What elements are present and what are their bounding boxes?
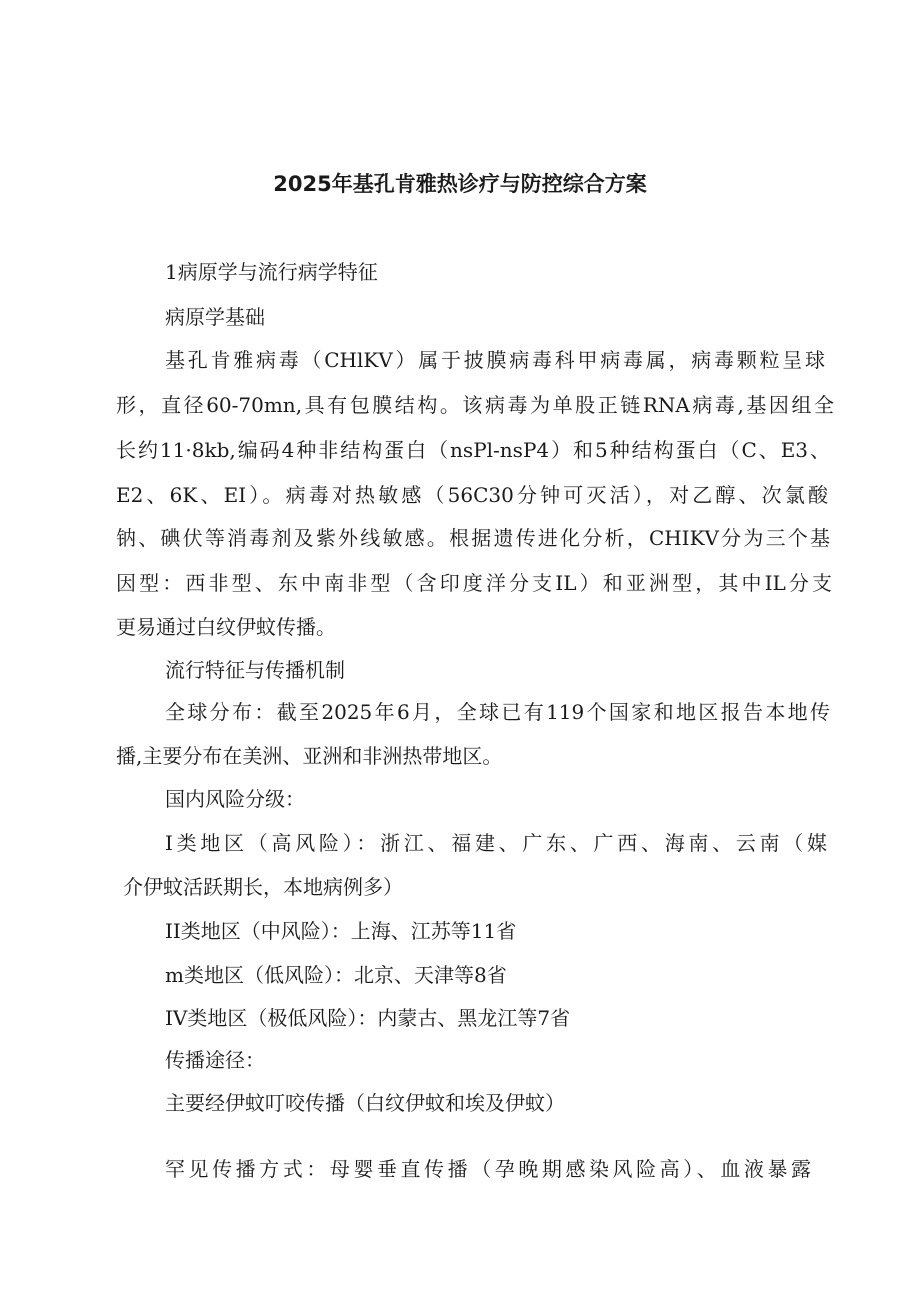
paragraph-line: 全球分布：截至2025年6月，全球已有119个国家和地区报告本地传 [165,700,830,724]
paragraph-line: 国内风险分级： [165,787,305,811]
paragraph-line: 传播途径： [165,1048,265,1072]
subsection-heading: 流行特征与传播机制 [165,658,345,682]
paragraph-line: 罕见传播方式：母婴垂直传播（孕晚期感染风险高）、血液暴露 [165,1157,811,1181]
paragraph-line: 因型：西非型、东中南非型（含印度洋分支IL）和亚洲型，其中IL分支 [116,571,832,595]
list-item: m类地区（低风险）：北京、天津等8省 [165,963,507,987]
section-heading: 1病原学与流行病学特征 [165,260,378,284]
subsection-heading: 病原学基础 [165,305,265,329]
paragraph-line: 钠、碘伏等消毒剂及紫外线敏感。根据遗传进化分析，CHIKV分为三个基 [116,526,830,550]
paragraph-line: E2、6K、EI）。病毒对热敏感（56C30分钟可灭活），对乙醇、次氯酸 [116,483,828,507]
paragraph-line: 主要经伊蚊叮咬传播（白纹伊蚊和埃及伊蚊） [165,1091,565,1115]
list-item: II类地区（中风险）：上海、江苏等11省 [165,919,517,943]
paragraph-line: 基孔肯雅病毒（CHlKV）属于披膜病毒科甲病毒属，病毒颗粒呈球 [165,348,825,372]
list-item: IV类地区（极低风险）：内蒙古、黑龙江等7省 [165,1006,571,1030]
paragraph-line: 形，直径60-70mn,具有包膜结构。该病毒为单股正链RNA病毒,基因组全 [116,393,834,417]
paragraph-line: 播,主要分布在美洲、亚洲和非洲热带地区。 [116,744,503,768]
paragraph-line: 长约11·8kb,编码4种非结构蛋白（nsPl-nsP4）和5种结构蛋白（C、E3、 [116,438,830,462]
page-title: 2025年基孔肯雅热诊疗与防控综合方案 [273,172,647,196]
list-item: I类地区（高风险）：浙江、福建、广东、广西、海南、云南（媒 [165,831,827,855]
list-item-continuation: 介伊蚊活跃期长，本地病例多） [123,875,403,899]
paragraph-line: 更易通过白纹伊蚊传播。 [116,615,336,639]
